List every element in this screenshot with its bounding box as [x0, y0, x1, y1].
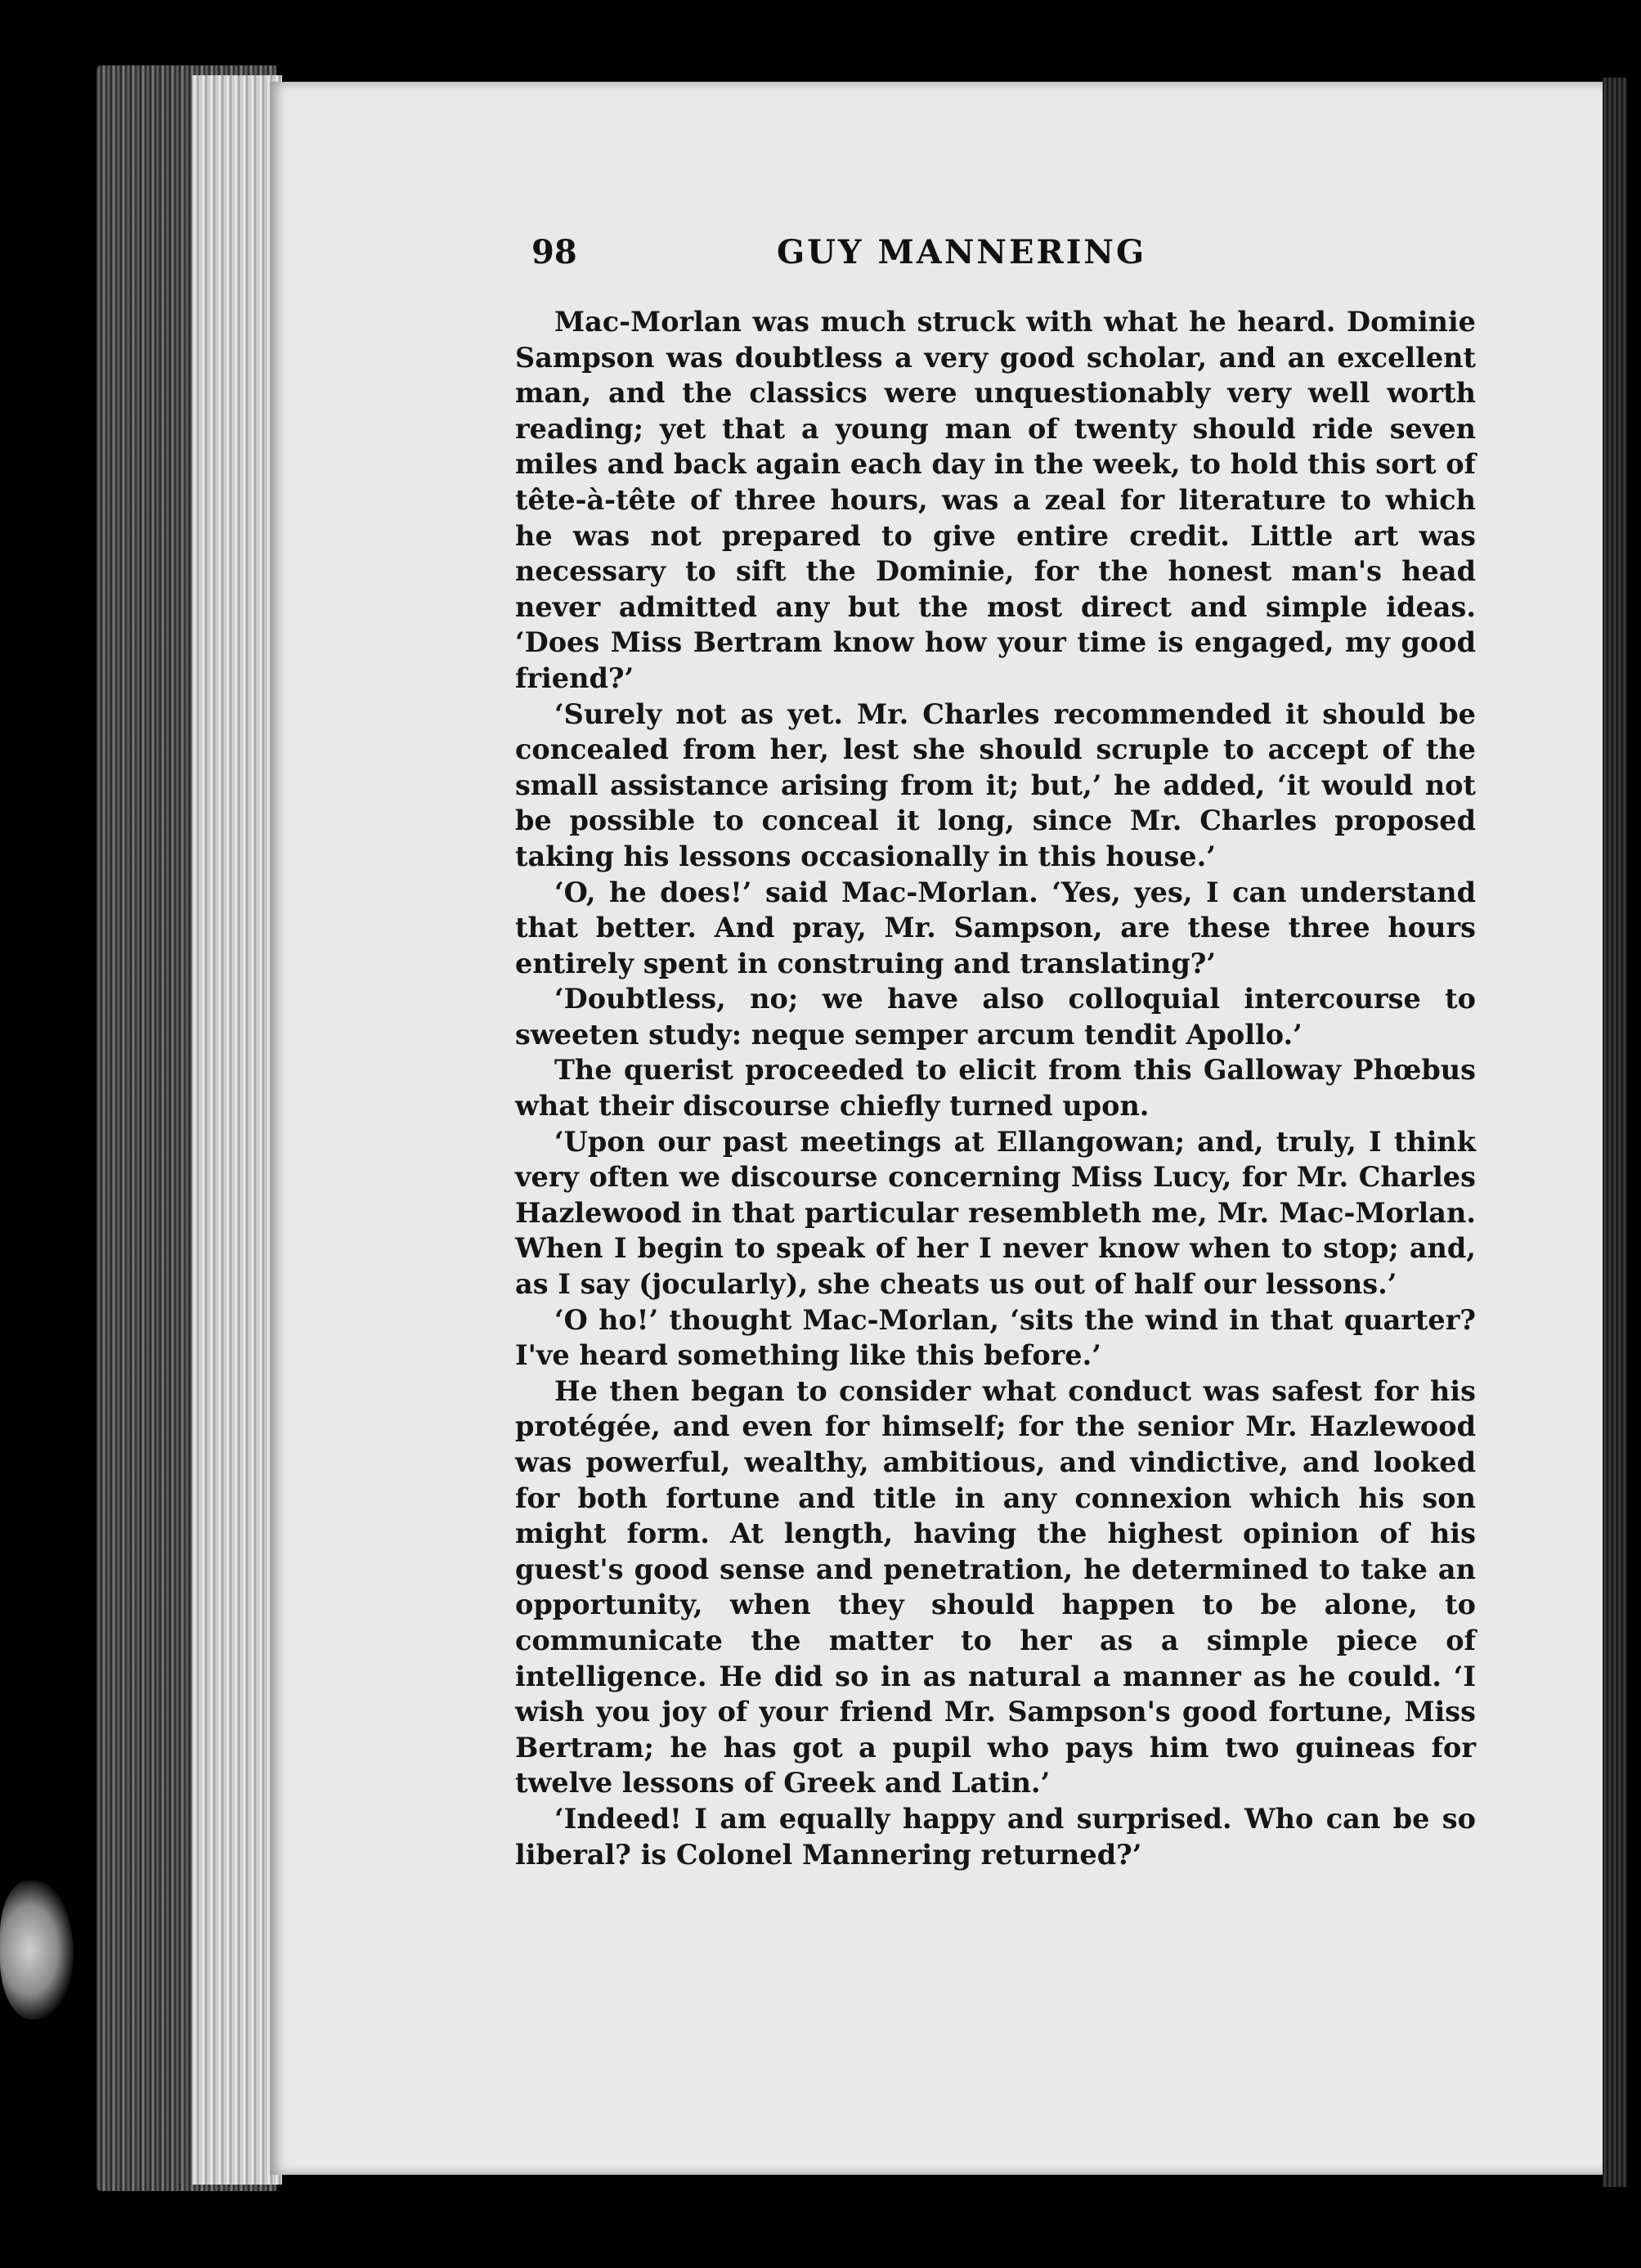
paragraph: ‘Doubtless, no; we have also colloquial intercourse to sweeten study: neque semper arcum tendit Apollo.’	[515, 983, 1476, 1051]
paragraph: ‘O, he does!’ said Mac-Morlan. ‘Yes, yes, I can understand that better. And pray, Mr. Sampson, are these three hours entirely spent in construing and translating?’	[515, 876, 1476, 979]
paragraph: ‘Indeed! I am equally happy and surprised. Who can be so liberal? is Colonel Mannering returned?’	[515, 1802, 1476, 1871]
paragraph: ‘O ho!’ thought Mac-Morlan, ‘sits the wind in that quarter? I've heard something like this before.’	[515, 1303, 1476, 1372]
page-header	[531, 233, 1476, 282]
paragraph: ‘Surely not as yet. Mr. Charles recommended it should be concealed from her, lest she should scruple to accept of the small assistance arising from it; but,’ he added, ‘it would not be possible to conceal it long, since Mr. Charles proposed taking his lessons occasionally in this house.’	[515, 697, 1476, 872]
paper-blot	[0, 1880, 74, 2019]
paragraph: The querist proceeded to elicit from this Galloway Phœbus what their discourse chiefly turned upon.	[515, 1054, 1476, 1123]
paragraph: ‘Upon our past meetings at Ellangowan; and, truly, I think very often we discourse concerning Miss Lucy, for Mr. Charles Hazlewood in that particular resembleth me, Mr. Mac-Morlan. When I begin to speak of her I never know when to stop; and, as I say (jocularly), she cheats us out of half our lessons.’	[515, 1125, 1476, 1301]
page-edges-light	[192, 75, 282, 2185]
page-number: 98	[531, 233, 577, 271]
body-text	[515, 304, 1476, 1872]
paragraph: He then began to consider what conduct was safest for his protégée, and even for himself; for the senior Mr. Hazlewood was powerful, wealthy, ambitious, and vindictive, and looked for both fortune and title in any connexion which his son might form. At length, having the highest opinion of his guest's good sense and penetration, he determined to take an opportunity, when they should happen to be alone, to communicate the matter to her as a simple piece of intelligence. He did so in as natural a manner as he could. ‘I wish you joy of your friend Mr. Sampson's good fortune, Miss Bertram; he has got a pupil who pays him two guineas for twelve lessons of Greek and Latin.’	[515, 1374, 1476, 1800]
paragraph: Mac-Morlan was much struck with what he heard. Dominie Sampson was doubtless a very good scholar, and an excellent man, and the classics were unquestionably very well worth reading; yet that a young man of twenty should ride seven miles and back again each day in the week, to hold this sort of tête-à-tête of three hours, was a zeal for literature to which he was not prepared to give entire credit. Little art was necessary to sift the Dominie, for the honest man's head never admitted any but the most direct and simple ideas. ‘Does Miss Bertram know how your time is engaged, my good friend?’	[515, 306, 1476, 694]
page-gutter-shadow	[1603, 78, 1627, 2187]
running-title: GUY MANNERING	[777, 233, 1147, 271]
